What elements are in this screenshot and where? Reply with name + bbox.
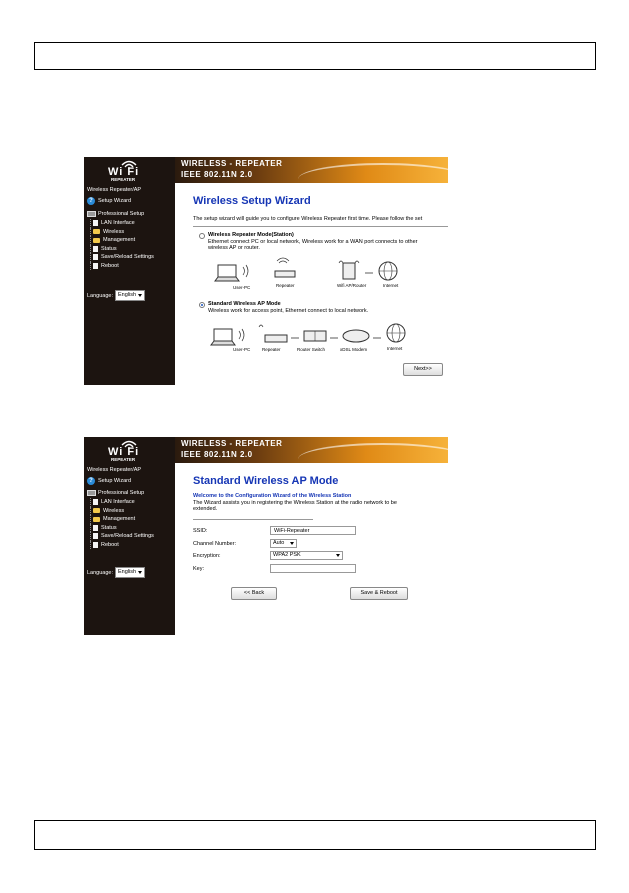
encryption-select[interactable] <box>270 551 343 560</box>
wireless-waves-icon <box>239 329 244 341</box>
sidebar-item-setup-wizard[interactable] <box>87 477 131 485</box>
banner-title: WIRELESS - REPEATER <box>181 159 283 168</box>
diagram-label: Repeater <box>262 347 281 352</box>
key-input[interactable] <box>270 564 356 573</box>
folder-icon <box>93 229 100 234</box>
document-icon <box>93 263 98 269</box>
welcome-description: The Wizard assists you in registering the Wireless Station at the radio network to be <box>193 499 397 506</box>
sidebar-item-label: Wireless <box>103 228 125 235</box>
language-row <box>87 290 145 301</box>
language-value: English <box>118 292 137 298</box>
help-icon: ? <box>87 197 95 205</box>
diagram-label: Wifi AP/Router <box>337 283 367 288</box>
sidebar-item-label: Setup Wizard <box>98 198 132 204</box>
back-button[interactable]: << Back <box>231 587 277 600</box>
wifi-logo <box>84 437 175 463</box>
computer-icon <box>87 211 96 217</box>
channel-value: Auto <box>273 540 285 546</box>
welcome-description: extended. <box>193 506 218 512</box>
sidebar-item-label: Management <box>103 237 136 244</box>
sidebar-item-label: LAN Interface <box>101 220 135 227</box>
document-icon <box>93 525 98 531</box>
wizard-intro: The setup wizard will guide you to configure Wireless Repeater first time. Please follow the set <box>193 216 423 222</box>
page-title: Wireless Setup Wizard <box>193 195 311 207</box>
sidebar-item-wireless[interactable] <box>90 507 154 516</box>
next-button[interactable]: Next>> <box>403 363 443 376</box>
channel-row <box>193 539 297 548</box>
welcome-heading: Welcome to the Configuration Wizard of the Wireless Station <box>193 493 352 499</box>
divider <box>193 226 448 227</box>
language-value: English <box>118 569 137 575</box>
repeater-mode-diagram <box>213 257 433 297</box>
globe-icon <box>387 324 405 342</box>
mode-description: wireless AP or router. <box>208 245 260 251</box>
diagram-label: xDSL Modem <box>340 347 368 352</box>
diagram-label: Internet <box>383 283 399 288</box>
mode-option-repeater[interactable] <box>199 232 418 252</box>
logo-subtext: REPEATER <box>111 457 136 462</box>
ssid-input[interactable]: WiFi-Repeater <box>270 526 356 535</box>
sidebar-item-lan-interface[interactable] <box>90 498 154 507</box>
ssid-row <box>193 526 356 535</box>
sidebar-tree <box>90 219 154 270</box>
modem-icon <box>343 330 369 342</box>
page-footer-box <box>34 820 596 850</box>
language-label: Language: <box>87 569 113 576</box>
switch-icon <box>304 331 326 341</box>
sidebar-title: Wireless Repeater/AP <box>87 467 142 473</box>
folder-icon <box>93 508 100 513</box>
logo-text: Wi Fi <box>108 166 140 178</box>
document-icon <box>93 533 98 539</box>
mode-option-ap[interactable] <box>199 301 368 314</box>
wireless-waves-icon <box>243 265 248 277</box>
folder-icon <box>93 238 100 243</box>
sidebar-item-save-reload[interactable] <box>90 532 154 541</box>
sidebar-item-label: Professional Setup <box>98 211 145 217</box>
wizard-content <box>175 183 448 385</box>
chevron-down-icon <box>290 542 294 545</box>
sidebar-item-label: Professional Setup <box>98 490 145 496</box>
banner-subtitle: IEEE 802.11N 2.0 <box>181 450 253 459</box>
setup-wizard-screenshot <box>84 157 448 385</box>
sidebar-item-management[interactable] <box>90 236 154 245</box>
language-select[interactable] <box>115 567 145 578</box>
sidebar-item-reboot[interactable] <box>90 262 154 271</box>
encryption-label: Encryption: <box>193 552 221 559</box>
ssid-label: SSID: <box>193 527 208 534</box>
computer-icon <box>87 490 96 496</box>
globe-icon <box>379 262 397 280</box>
header-banner <box>175 157 448 183</box>
ap-mode-screenshot <box>84 437 448 635</box>
banner-subtitle: IEEE 802.11N 2.0 <box>181 170 253 179</box>
document-icon <box>93 254 98 260</box>
laptop-icon <box>215 265 239 281</box>
sidebar-item-label: Save/Reload Settings <box>101 254 154 261</box>
channel-select[interactable] <box>270 539 297 548</box>
logo-text: Wi Fi <box>108 446 140 458</box>
sidebar-item-label: Reboot <box>101 541 119 548</box>
mode-description: Wireless work for access point, Ethernet connect to local network. <box>208 307 369 314</box>
diagram-label: Internet <box>387 346 403 351</box>
folder-icon <box>93 517 100 522</box>
sidebar-item-label: Wireless <box>103 507 125 514</box>
chevron-down-icon <box>336 554 340 557</box>
sidebar-item-setup-wizard[interactable] <box>87 197 131 205</box>
sidebar-item-lan-interface[interactable] <box>90 219 154 228</box>
document-icon <box>93 542 98 548</box>
radio-ap-mode[interactable] <box>199 302 205 308</box>
sidebar-item-reboot[interactable] <box>90 541 154 550</box>
sidebar-item-label: Reboot <box>101 262 119 269</box>
sidebar-item-label: Save/Reload Settings <box>101 533 154 540</box>
sidebar-item-management[interactable] <box>90 515 154 524</box>
chevron-down-icon <box>138 571 142 574</box>
document-icon <box>93 246 98 252</box>
divider <box>193 519 313 520</box>
document-icon <box>93 220 98 226</box>
sidebar-item-professional-setup[interactable] <box>87 211 144 217</box>
sidebar <box>84 157 175 385</box>
sidebar-tree <box>90 498 154 549</box>
laptop-icon <box>211 329 235 345</box>
sidebar-item-label: Management <box>103 516 136 523</box>
sidebar-item-label: LAN Interface <box>101 499 135 506</box>
sidebar-item-label: Status <box>101 245 117 252</box>
key-label: Key: <box>193 565 205 572</box>
diagram-label: User-PC <box>233 285 251 290</box>
sidebar-item-professional-setup[interactable] <box>87 490 144 496</box>
sidebar-item-wireless[interactable] <box>90 228 154 237</box>
mode-description: Ethernet connect PC or local network, Wireless work for a WAN port connects to other <box>208 238 418 245</box>
language-label: Language: <box>87 292 113 299</box>
diagram-label: Router Switch <box>297 347 326 352</box>
sidebar <box>84 437 175 635</box>
wifi-logo <box>84 157 175 183</box>
repeater-icon <box>275 258 295 277</box>
ap-mode-content <box>175 463 448 635</box>
chevron-down-icon <box>138 294 142 297</box>
help-icon: ? <box>87 477 95 485</box>
language-select[interactable] <box>115 290 145 301</box>
header-banner <box>175 437 448 463</box>
key-row <box>193 564 356 573</box>
sidebar-item-label: Status <box>101 524 117 531</box>
radio-repeater-mode[interactable] <box>199 233 205 239</box>
diagram-label: Repeater <box>276 283 295 288</box>
mode-name: Wireless Repeater Mode(Station) <box>208 232 294 238</box>
sidebar-item-save-reload[interactable] <box>90 253 154 262</box>
logo-subtext: REPEATER <box>111 177 136 182</box>
encryption-row <box>193 551 343 560</box>
banner-swoosh <box>298 443 448 463</box>
language-row <box>87 567 145 578</box>
diagram-label: User-PC <box>233 347 251 352</box>
channel-label: Channel Number: <box>193 540 237 547</box>
encryption-value: WPA2 PSK <box>273 552 301 558</box>
page-title: Standard Wireless AP Mode <box>193 475 339 487</box>
welcome-text <box>193 493 397 513</box>
sidebar-item-status[interactable] <box>90 524 154 533</box>
document-icon <box>93 499 98 505</box>
save-reboot-button[interactable]: Save & Reboot <box>350 587 408 600</box>
banner-title: WIRELESS - REPEATER <box>181 439 283 448</box>
router-icon <box>339 261 359 279</box>
mode-name: Standard Wireless AP Mode <box>208 301 281 307</box>
repeater-icon <box>259 325 287 342</box>
sidebar-title: Wireless Repeater/AP <box>87 187 142 193</box>
page-header-box <box>34 42 596 70</box>
banner-swoosh <box>298 163 448 183</box>
sidebar-item-label: Setup Wizard <box>98 478 132 484</box>
sidebar-item-status[interactable] <box>90 245 154 254</box>
